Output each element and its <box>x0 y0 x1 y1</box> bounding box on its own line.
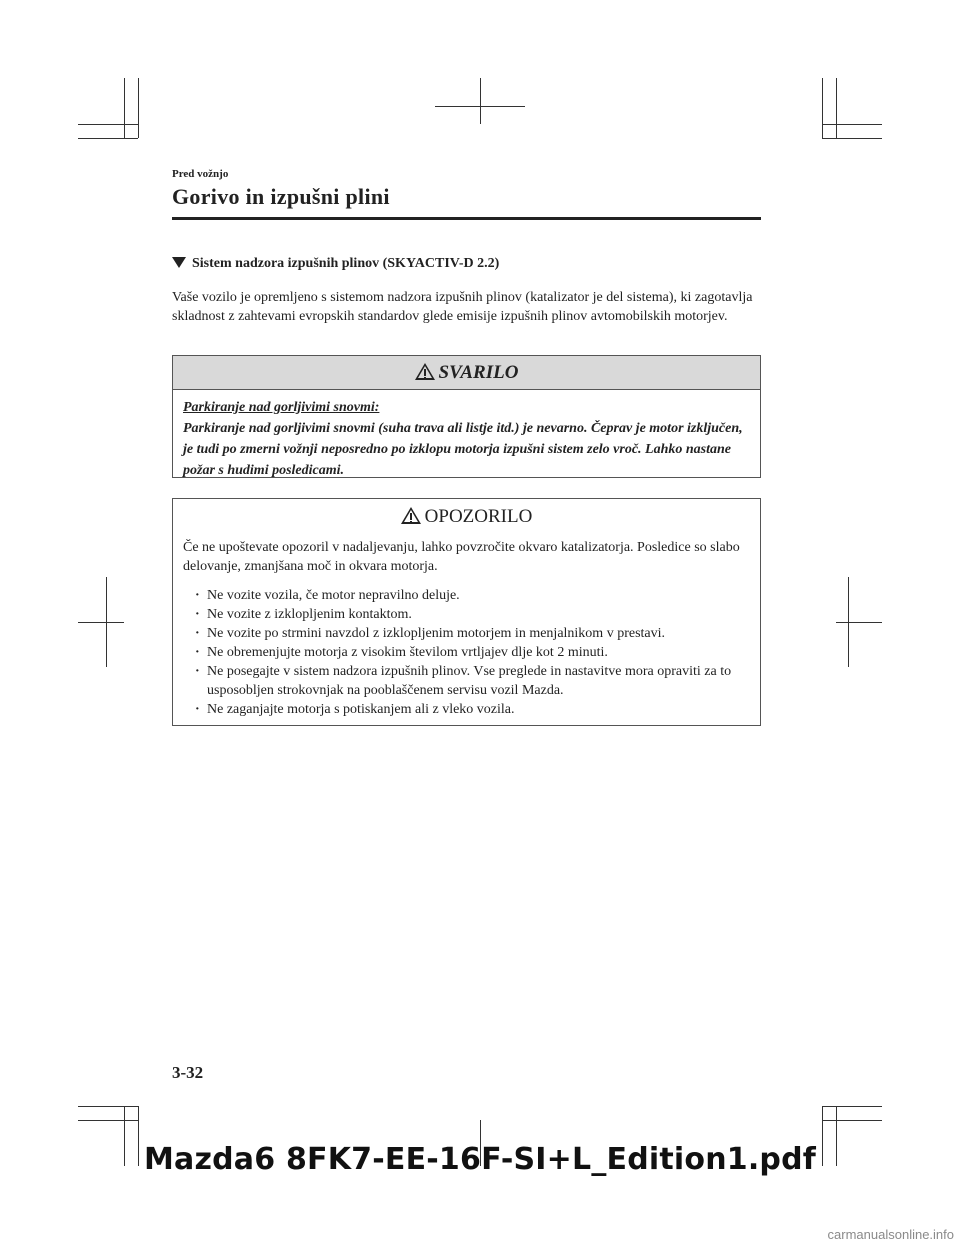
warning-label: SVARILO <box>438 362 519 383</box>
crop-mark <box>435 106 525 107</box>
warning-text: Parkiranje nad gorljivimi snovmi (suha trava ali listje itd.) je nevarno. Čeprav je motor izključen, je tudi po zmerni vožnji neposredno po izklopu motorja izpušni sistem zelo vroč. Lahko nastane požar s hudimi posledicami. <box>183 421 743 478</box>
crop-mark <box>78 1120 138 1121</box>
crop-mark <box>78 124 138 125</box>
crop-mark <box>822 124 882 125</box>
list-item: · Ne vozite po strmini navzdol z izklopljenim motorjem in menjalnikom v prestavi. <box>195 624 750 643</box>
caution-header <box>173 499 760 535</box>
caution-label: OPOZORILO <box>424 506 533 527</box>
footer-filename: Mazda6 8FK7-EE-16F-SI+L_Edition1.pdf <box>143 1142 817 1177</box>
warning-triangle-icon <box>415 363 435 380</box>
caution-text: Če ne upoštevate opozoril v nadaljevanju, lahko povzročite okvaro katalizatorja. Posledice so slabo delovanje, zmanjšana moč in okvara motorja. <box>183 540 740 574</box>
warning-subtitle: Parkiranje nad gorljivimi snovmi: <box>183 400 380 415</box>
caution-box <box>172 498 761 726</box>
section-label: Pred vožnjo <box>172 168 229 180</box>
crop-mark <box>138 78 139 138</box>
crop-mark <box>480 78 481 124</box>
warning-triangle-icon <box>401 507 421 524</box>
crop-mark <box>78 1106 138 1107</box>
intro-paragraph: Vaše vozilo je opremljeno s sistemom nadzora izpušnih plinov (katalizator je del sistema), ki zagotavlja skladnost z zahtevami evropskih standardov glede emisije izpušnih plinov avtomobilskih motorjev. <box>172 290 753 324</box>
subsection-title: Sistem nadzora izpušnih plinov (SKYACTIV-D 2.2) <box>192 256 500 271</box>
page-title: Gorivo in izpušni plini <box>172 184 390 209</box>
crop-mark <box>124 78 125 138</box>
crop-mark <box>822 1120 882 1121</box>
warning-box <box>172 355 761 478</box>
list-item: · Ne vozite vozila, če motor nepravilno deluje. <box>195 586 750 605</box>
crop-mark <box>822 138 882 139</box>
list-item: · Ne vozite z izklopljenim kontaktom. <box>195 605 750 624</box>
list-item: · Ne posegajte v sistem nadzora izpušnih plinov. Vse preglede in nastavitve mora opraviti za to usposobljen strokovnjak na pooblaščenem servisu vozil Mazda. <box>195 662 750 700</box>
crop-mark <box>836 622 882 623</box>
caution-list <box>183 586 750 719</box>
warning-body <box>173 390 760 481</box>
caution-body <box>173 535 760 719</box>
crop-mark <box>822 78 823 138</box>
crop-mark <box>78 138 138 139</box>
title-rule <box>172 217 761 220</box>
page-number: 3-32 <box>172 1063 204 1082</box>
watermark-link[interactable]: carmanualsonline.info <box>827 1227 954 1242</box>
list-item: · Ne obremenjujte motorja z visokim številom vrtljajev dlje kot 2 minuti. <box>195 643 750 662</box>
warning-header <box>173 356 760 390</box>
crop-mark <box>822 1106 882 1107</box>
subsection-heading <box>172 256 499 272</box>
triangle-bullet-icon <box>172 257 186 268</box>
crop-mark <box>836 78 837 138</box>
list-item: · Ne zaganjajte motorja s potiskanjem ali z vleko vozila. <box>195 700 750 719</box>
crop-mark <box>78 622 124 623</box>
